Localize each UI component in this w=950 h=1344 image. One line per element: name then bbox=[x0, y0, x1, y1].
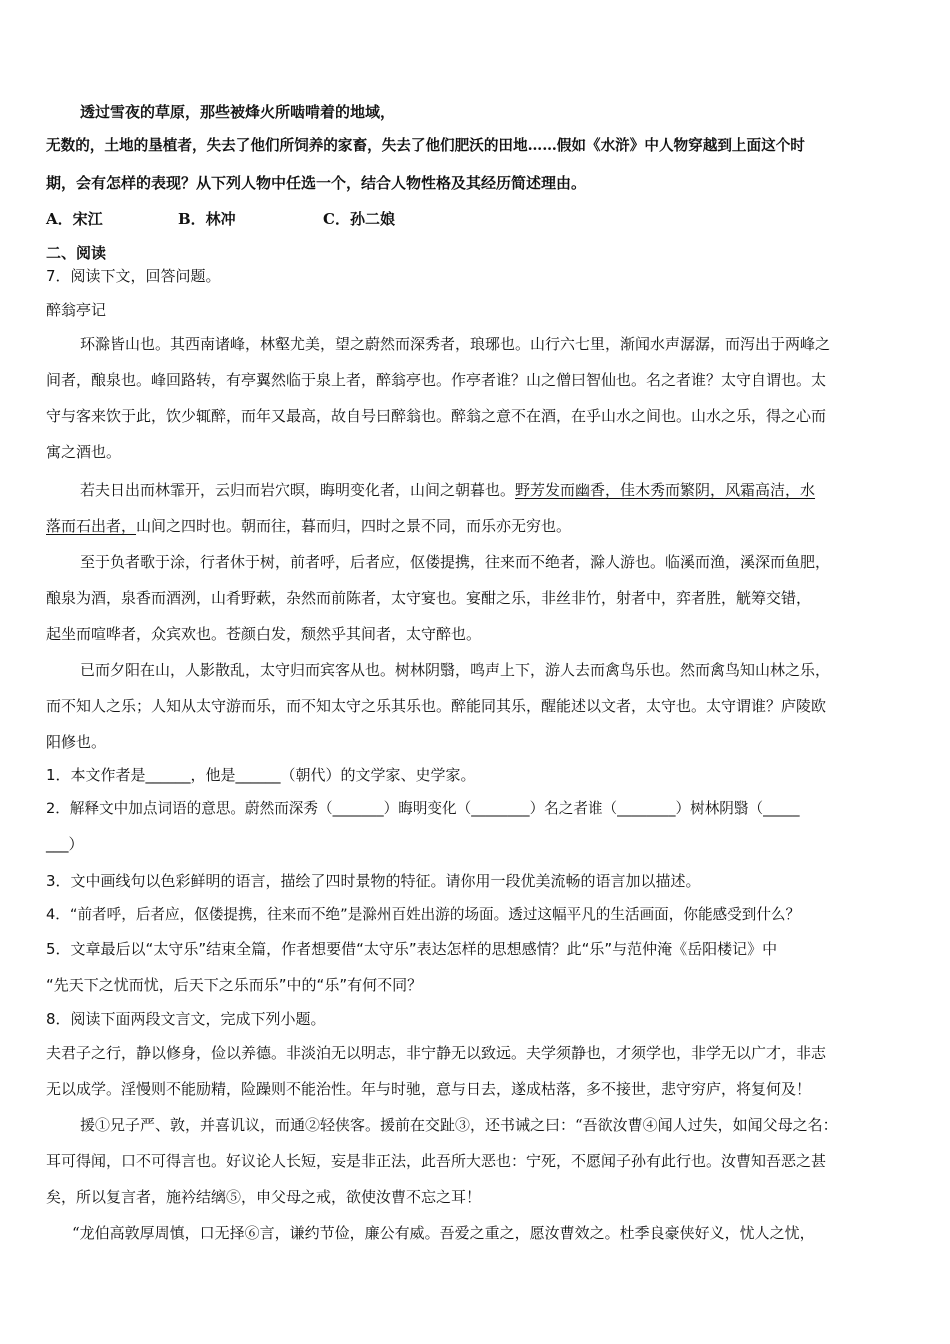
option-c: C．孙二娘 bbox=[323, 210, 395, 228]
q7-question-5-cont: “先天下之忧而忧，后天下之乐而乐”中的“乐”有何不同？ bbox=[46, 976, 423, 994]
q7-question-5: 5．文章最后以“太守乐”结束全篇，作者想要借“太守乐”表达怎样的思想感情？此“乐”与范仲淹《岳阳楼记》中 bbox=[46, 940, 778, 958]
q7-question-3: 3．文中画线句以色彩鲜明的语言，描绘了四时景物的特征。请你用一段优美流畅的语言加以描述。 bbox=[46, 872, 701, 890]
option-b: B．林冲 bbox=[178, 210, 236, 228]
q7-p1-line: 守与客来饮于此，饮少辄醉，而年又最高，故自号曰醉翁也。醉翁之意不在酒，在乎山水之间也。山水之乐，得之心而 bbox=[46, 407, 827, 425]
q8-p3-line: “龙伯高敦厚周慎，口无择⑥言，谦约节俭，廉公有威。吾爱之重之，愿汝曹效之。杜季良豪侠好义，忧人之忧， bbox=[72, 1224, 815, 1242]
q7-underlined-sentence-end: 落而石出者， bbox=[46, 517, 137, 535]
q8-p2-line: 矣，所以复言者，施衿结缡⑤，申父母之戒，欲使汝曹不忘之耳！ bbox=[46, 1188, 482, 1206]
q7-question-2-cont: ___） bbox=[46, 835, 84, 853]
q7-p2-line bbox=[80, 479, 908, 501]
q7-p4-line: 已而夕阳在山，人影散乱，太守归而宾客从也。树林阴翳，鸣声上下，游人去而禽鸟乐也。然而禽鸟知山林之乐， bbox=[80, 661, 831, 679]
q7-p1-line: 寓之酒也。 bbox=[46, 443, 122, 461]
q7-p4-line: 阳修也。 bbox=[46, 733, 107, 751]
q7-p4-line: 而不知人之乐；人知从太守游而乐，而不知太守之乐其乐也。醉能同其乐，醒能述以文者，太守也。太守谓谁？庐陵欧 bbox=[46, 697, 827, 715]
q7-p2-line bbox=[46, 515, 908, 537]
poem-line-1: 透过雪夜的草原，那些被烽火所啮啃着的地域， bbox=[80, 103, 396, 121]
q7-p2-plain: 若夫日出而林霏开，云归而岩穴暝，晦明变化者，山间之朝暮也。 bbox=[80, 481, 516, 499]
q8-p2-line: 耳可得闻，口不可得言也。好议论人长短，妄是非正法，此吾所大恶也：宁死，不愿闻子孙有此行也。汝曹知吾恶之甚 bbox=[46, 1152, 827, 1170]
q7-p2-plain: 山间之四时也。朝而往，暮而归，四时之景不同，而乐亦无穷也。 bbox=[136, 517, 572, 535]
q8-p2-line: 援①兄子严、敦，并喜讥议，而通②轻侠客。援前在交趾③，还书诫之曰：“吾欲汝曹④闻人过失，如闻父母之名： bbox=[80, 1116, 838, 1134]
q7-p3-line: 至于负者歌于涂，行者休于树，前者呼，后者应，伛偻提携，往来而不绝者，滁人游也。临溪而渔，溪深而鱼肥， bbox=[80, 553, 831, 571]
q7-question-2: 2．解释文中加点词语的意思。蔚然而深秀（_______）晦明变化（________）名之者谁（________）树林阴翳（_____ bbox=[46, 800, 800, 817]
q8-prompt: 8．阅读下面两段文言文，完成下列小题。 bbox=[46, 1010, 326, 1028]
poem-line-2: 无数的，土地的垦植者，失去了他们所饲养的家畜，失去了他们肥沃的田地……假如《水浒》中人物穿越到上面这个时 bbox=[46, 137, 805, 154]
q7-question-1: 1．本文作者是______，他是______（朝代）的文学家、史学家。 bbox=[46, 766, 476, 784]
section-title: 二、阅读 bbox=[46, 244, 107, 262]
q7-passage-title: 醉翁亭记 bbox=[46, 301, 107, 319]
q7-question-4: 4．“前者呼，后者应，伛偻提携，往来而不绝”是滁州百姓出游的场面。透过这幅平凡的生活画面，你能感受到什么？ bbox=[46, 906, 801, 923]
q7-prompt: 7．阅读下文，回答问题。 bbox=[46, 267, 221, 285]
q7-p3-line: 起坐而喧哗者，众宾欢也。苍颜白发，颓然乎其间者，太守醉也。 bbox=[46, 625, 482, 643]
poem-line-3: 期，会有怎样的表现？从下列人物中任选一个，结合人物性格及其经历简述理由。 bbox=[46, 174, 587, 192]
q7-p3-line: 酿泉为酒，泉香而酒洌，山肴野蔌，杂然而前陈者，太守宴也。宴酣之乐，非丝非竹，射者中，弈者胜，觥筹交错， bbox=[46, 589, 812, 607]
q7-p1-line: 间者，酿泉也。峰回路转，有亭翼然临于泉上者，醉翁亭也。作亭者谁？山之僧曰智仙也。名之者谁？太守自谓也。太 bbox=[46, 371, 827, 389]
q7-p1-line: 环滁皆山也。其西南诸峰，林壑尤美，望之蔚然而深秀者，琅琊也。山行六七里，渐闻水声潺潺，而泻出于两峰之 bbox=[80, 335, 831, 353]
q7-underlined-sentence: 野芳发而幽香，佳木秀而繁阴，风霜高洁，水 bbox=[515, 481, 816, 499]
option-a: A．宋江 bbox=[46, 210, 103, 228]
q8-p1-line: 夫君子之行，静以修身，俭以养德。非淡泊无以明志，非宁静无以致远。夫学须静也，才须学也，非学无以广才，非志 bbox=[46, 1044, 827, 1062]
q8-p1-line: 无以成学。淫慢则不能励精，险躁则不能治性。年与时驰，意与日去，遂成枯落，多不接世，悲守穷庐，将复何及！ bbox=[46, 1080, 812, 1098]
